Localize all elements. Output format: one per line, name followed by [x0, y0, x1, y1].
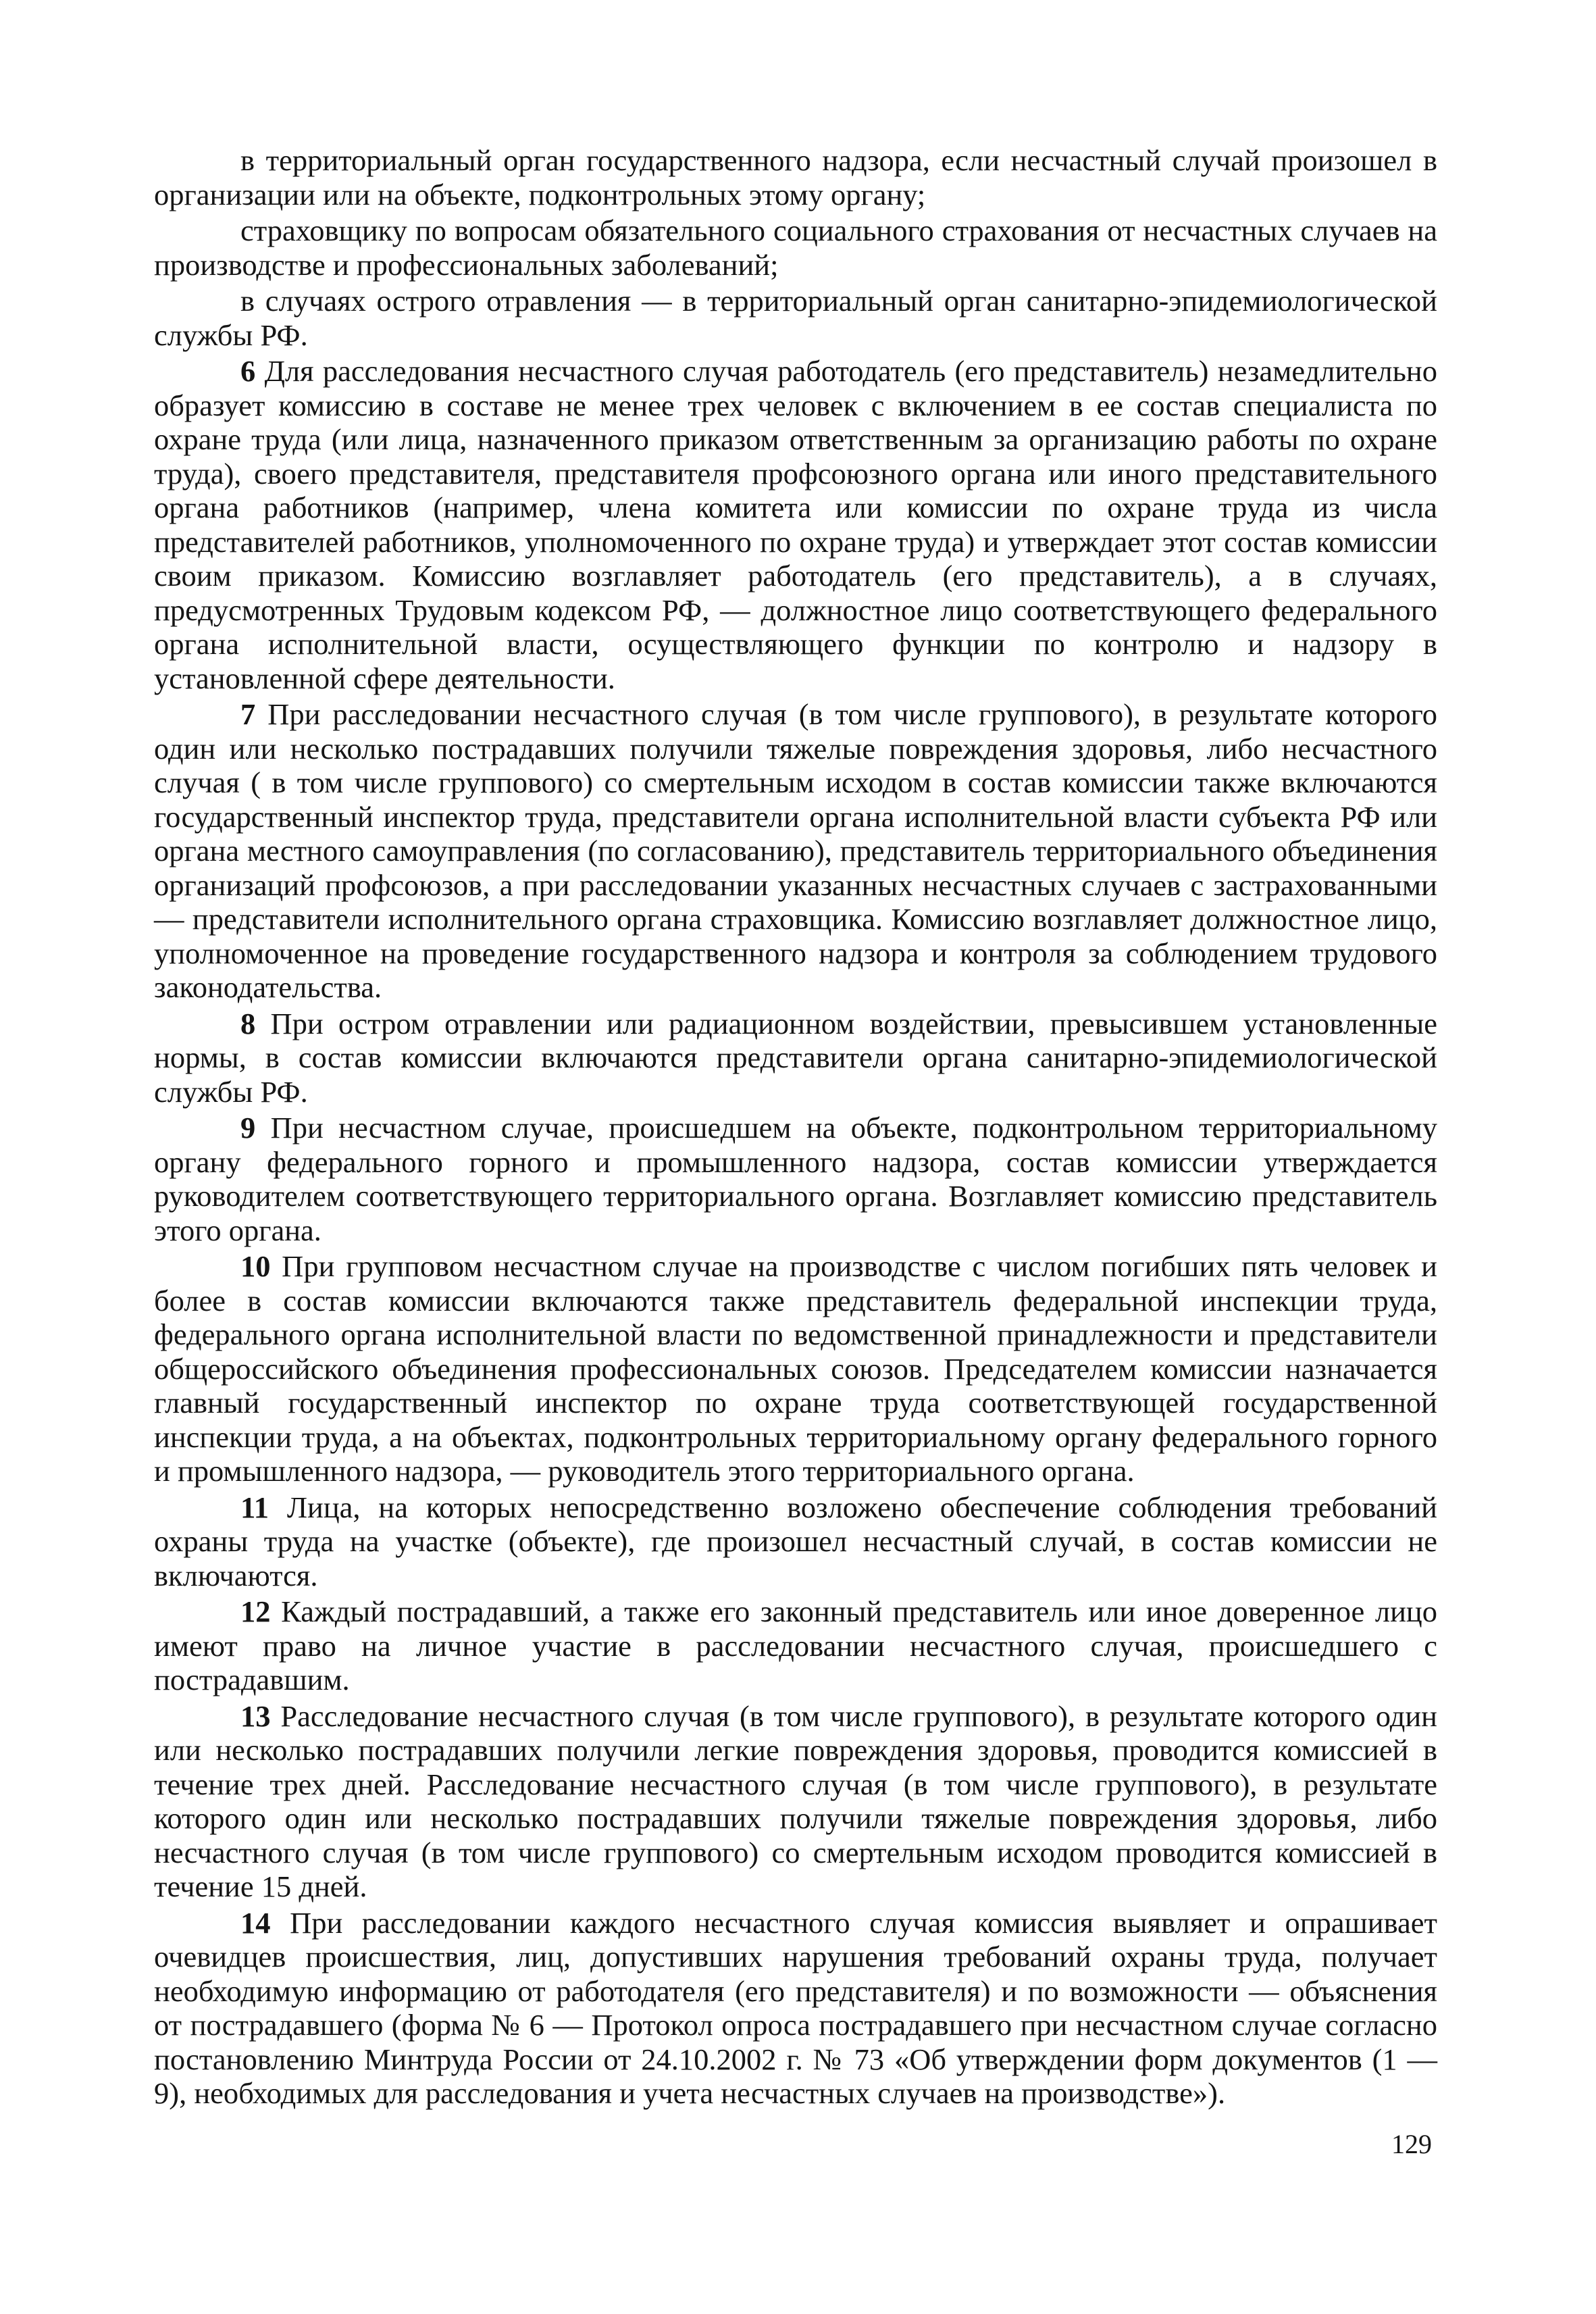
paragraph-12 [154, 1594, 1437, 1697]
paragraph-text: Лица, на которых непосредственно возложено обеспечение соблюдения требований охраны труда на участке (объекте), где произошел несчастный случай, в состав комиссии не включаются. [154, 1490, 1437, 1592]
paragraph-13 [154, 1699, 1437, 1904]
paragraph-text: При расследовании несчастного случая (в том числе группового), в результате которого один или несколько пострадавших получили тяжелые повреждения здоровья, либо несчастного случая ( в том числе группового) со смертельным исходом в состав комиссии также включаются государственный инспектор труда, представители органа исполнительной власти субъекта РФ или органа местного самоуправления (по согласованию), представитель территориального объединения организаций профсоюзов, а при расследовании указанных несчастных случаев с застрахованными — представители исполнительного органа страховщика. Комиссию возглавляет должностное лицо, уполномоченное на проведение государственного надзора и контроля за соблюдением трудового законодательства. [154, 697, 1437, 1004]
paragraph-number: 8 [240, 1006, 256, 1040]
paragraph-7 [154, 697, 1437, 1005]
paragraph-text: При несчастном случае, происшедшем на объекте, подконтрольном территориальному органу федерального горного и промышленного надзора, состав комиссии утверждается руководителем соответствующего территориального органа. Возглавляет комиссию представитель этого органа. [154, 1111, 1437, 1247]
paragraph [154, 213, 1437, 282]
paragraph-10 [154, 1249, 1437, 1488]
paragraph-text: в территориальный орган государственного надзора, если несчастный случай произошел в организации или на объекте, подконтрольных этому органу; [154, 143, 1437, 211]
paragraph-text: При остром отравлении или радиационном воздействии, превысившем установленные нормы, в состав комиссии включаются представители органа санитарно-эпидемиологической службы РФ. [154, 1006, 1437, 1109]
paragraph-11 [154, 1490, 1437, 1593]
paragraph-number: 12 [240, 1594, 271, 1628]
paragraph-text: При расследовании каждого несчастного случая комиссия выявляет и опрашивает очевидцев происшествия, лиц, допустивших нарушения требований охраны труда, получает необходимую информацию от работодателя (его представителя) и по возможности — объяснения от пострадавшего (форма № 6 — Протокол опроса пострадавшего при несчастном случае согласно постановлению Минтруда России от 24.10.2002 г. № 73 «Об утверждении форм документов (1 — 9), необходимых для расследования и учета несчастных случаев на производстве»). [154, 1905, 1437, 2110]
paragraph-text: Каждый пострадавший, а также его законный представитель или иное доверенное лицо имеют право на личное участие в расследовании несчастного случая, происшедшего с пострадавшим. [154, 1594, 1437, 1696]
paragraph-14 [154, 1906, 1437, 2111]
document-body [154, 143, 1437, 2113]
paragraph-number: 11 [240, 1490, 269, 1524]
page-number: 129 [1391, 2129, 1432, 2159]
paragraph-number: 6 [240, 354, 256, 388]
paragraph [154, 284, 1437, 352]
paragraph-text: Для расследования несчастного случая работодатель (его представитель) незамедлительно образует комиссию в составе не менее трех человек с включением в ее состав специалиста по охране труда (или лица, назначенного приказом ответственным за организацию работы по охране труда), своего представителя, представителя профсоюзного органа или иного представительного органа работников (например, члена комитета или комиссии по охране труда из числа представителей работников, уполномоченного по охране труда) и утверждает этот состав комиссии своим приказом. Комиссию возглавляет работодатель (его представитель), а в случаях, предусмотренных Трудовым кодексом РФ, — должностное лицо соответствующего федерального органа исполнительной власти, осуществляющего функции по контролю и надзору в установленной сфере деятельности. [154, 354, 1437, 695]
paragraph-text: Расследование несчастного случая (в том числе группового), в результате которого один или несколько пострадавших получили легкие повреждения здоровья, проводится комиссией в течение трех дней. Расследование несчастного случая (в том числе группового), в результате которого один или несколько пострадавших получили тяжелые повреждения здоровья, либо несчастного случая (в том числе группового) со смертельным исходом проводится комиссией в течение 15 дней. [154, 1699, 1437, 1903]
paragraph-9 [154, 1111, 1437, 1247]
paragraph-6 [154, 354, 1437, 695]
paragraph-text: в случаях острого отравления — в территориальный орган санитарно-эпидемиологической службы РФ. [154, 284, 1437, 352]
paragraph [154, 143, 1437, 211]
paragraph-number: 10 [240, 1249, 271, 1283]
paragraph-8 [154, 1007, 1437, 1109]
paragraph-number: 13 [240, 1699, 271, 1733]
paragraph-text: страховщику по вопросам обязательного социального страхования от несчастных случаев на производстве и профессиональных заболеваний; [154, 213, 1437, 282]
paragraph-text: При групповом несчастном случае на производстве с числом погибших пять человек и более в состав комиссии включаются также представитель федеральной инспекции труда, федерального органа исполнительной власти по ведомственной принадлежности и представители общероссийского объединения профессиональных союзов. Председателем комиссии назначается главный государственный инспектор по охране труда соответствующей государственной инспекции труда, а на объектах, подконтрольных территориальному органу федерального горного и промышленного надзора, — руководитель этого территориального органа. [154, 1249, 1437, 1488]
paragraph-number: 9 [240, 1111, 256, 1145]
paragraph-number: 7 [240, 697, 256, 731]
paragraph-number: 14 [240, 1905, 271, 1940]
